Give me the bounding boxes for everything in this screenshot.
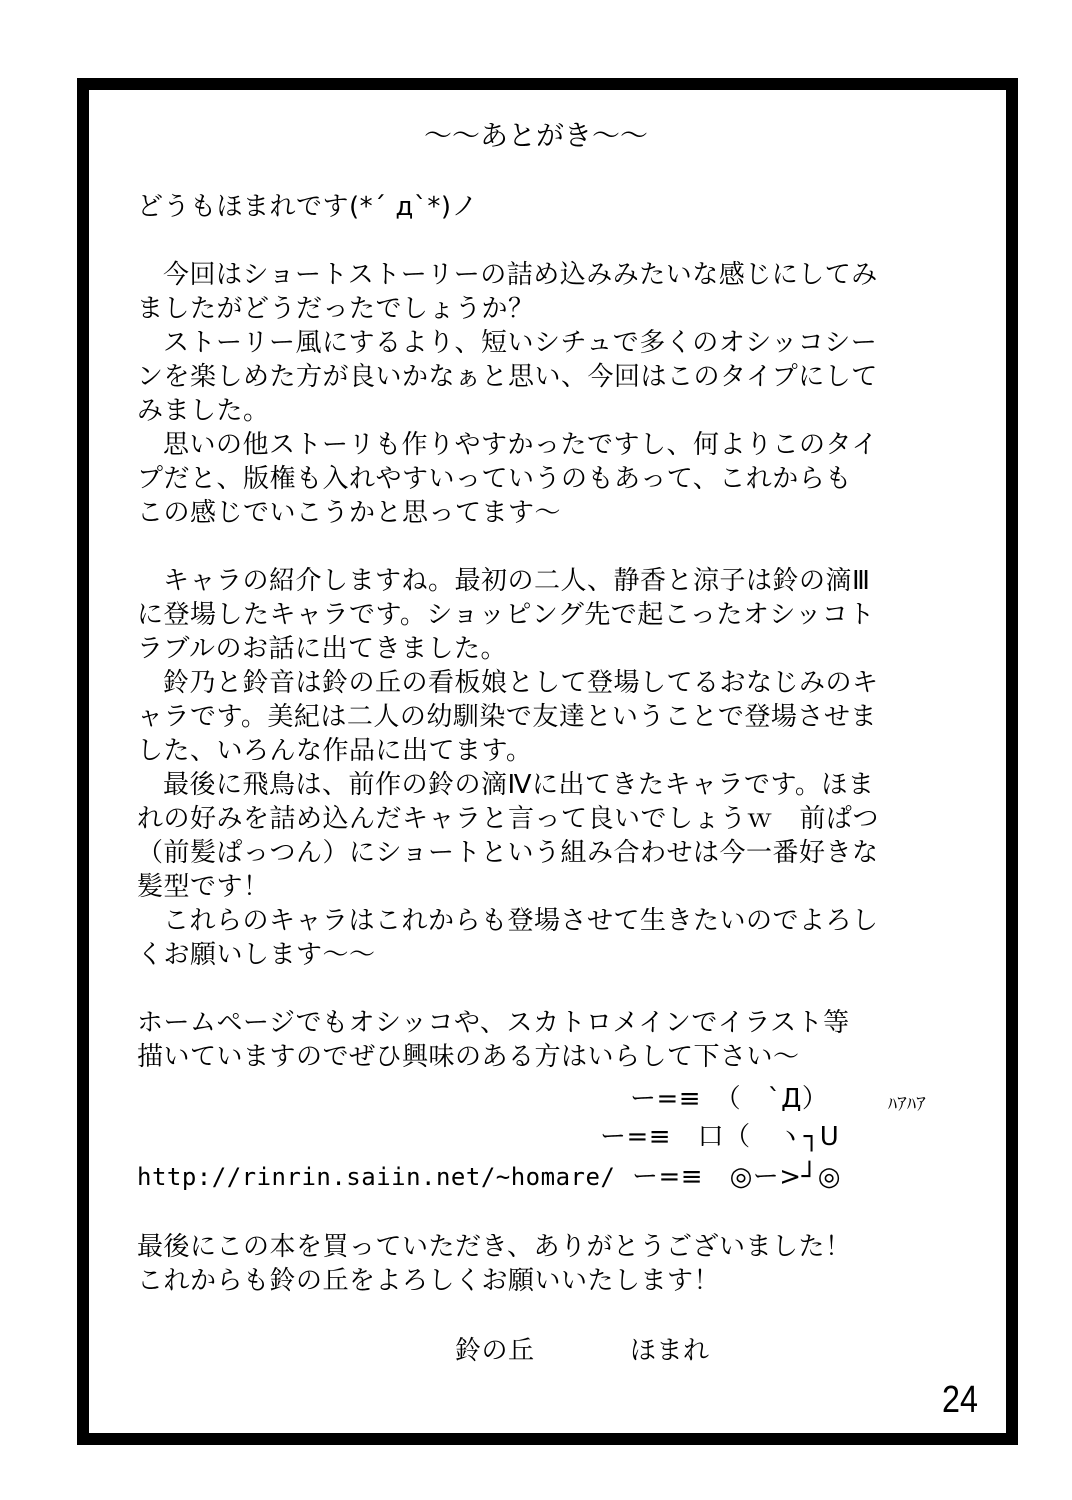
greeting-line: どうもほまれです(*´ д`*)ノ	[137, 192, 479, 222]
ascii-art-panting: ﾊｱﾊｱ	[888, 1094, 926, 1115]
signature-author-name: ほまれ	[630, 1336, 710, 1366]
paragraph-line: ンを楽しめた方が良いかなぁと思い、今回はこのタイプにして	[137, 362, 878, 392]
closing-line: これからも鈴の丘をよろしくお願いいたします！	[137, 1266, 721, 1296]
paragraph-line: れの好みを詰め込んだキャラと言って良いでしょうｗ 前ぱつ	[137, 804, 880, 834]
ascii-art-line: ー=≡ （ `Д）	[630, 1084, 829, 1114]
page-number: 24	[942, 1379, 978, 1421]
paragraph-line: （前髪ぱっつん）にショートという組み合わせは今一番好きな	[137, 838, 879, 868]
paragraph-line: キャラの紹介しますね。最初の二人、静香と涼子は鈴の滴Ⅲ	[163, 566, 871, 596]
paragraph-line: 思いの他ストーリも作りやすかったですし、何よりこのタイ	[163, 430, 878, 460]
paragraph-line: 今回はショートストーリーの詰め込みみたいな感じにしてみ	[163, 260, 878, 290]
paragraph-line: ラブルのお話に出てきました。	[137, 634, 507, 664]
paragraph-line: これらのキャラはこれからも登場させて生きたいのでよろし	[163, 906, 879, 936]
paragraph-line: 髪型です！	[137, 872, 270, 902]
paragraph-line: プだと、版権も入れやすいっていうのもあって、これからも	[137, 464, 852, 494]
paragraph-line: ャラです。美紀は二人の幼馴染で友達ということで登場させま	[137, 702, 877, 732]
paragraph-line: 鈴乃と鈴音は鈴の丘の看板娘として登場してるおなじみのキ	[163, 668, 879, 698]
paragraph-line: 最後に飛鳥は、前作の鈴の滴Ⅳに出てきたキャラです。ほま	[163, 770, 875, 800]
paragraph-line: この感じでいこうかと思ってます～	[137, 498, 562, 528]
closing-line: 最後にこの本を買っていただき、ありがとうございました！	[137, 1232, 852, 1262]
homepage-line: ホームページでもオシッコや、スカトロメインでイラスト等	[137, 1008, 850, 1038]
paragraph-line: した、いろんな作品に出てます。	[137, 736, 533, 766]
paragraph-line: ストーリー風にするより、短いシチュで多くのオシッコシー	[163, 328, 878, 358]
afterword-title: ～～あとがき～～	[423, 119, 648, 152]
paragraph-line: ましたがどうだったでしょうか？	[137, 294, 535, 324]
paragraph-line: くお願いします～～	[137, 940, 376, 970]
ascii-art-line: ー=≡ ◎ー>┘◎	[632, 1162, 841, 1192]
signature-circle-name: 鈴の丘	[455, 1336, 535, 1366]
homepage-url-link[interactable]: http://rinrin.saiin.net/~homare/	[137, 1163, 616, 1191]
paragraph-line: に登場したキャラです。ショッピング先で起こったオシッコト	[137, 600, 875, 630]
homepage-line: 描いていますのでぜひ興味のある方はいらして下さい～	[137, 1042, 800, 1072]
ascii-art-line: ー=≡ 口（ ヽ┐U	[600, 1122, 840, 1152]
paragraph-line: みました。	[137, 396, 270, 426]
